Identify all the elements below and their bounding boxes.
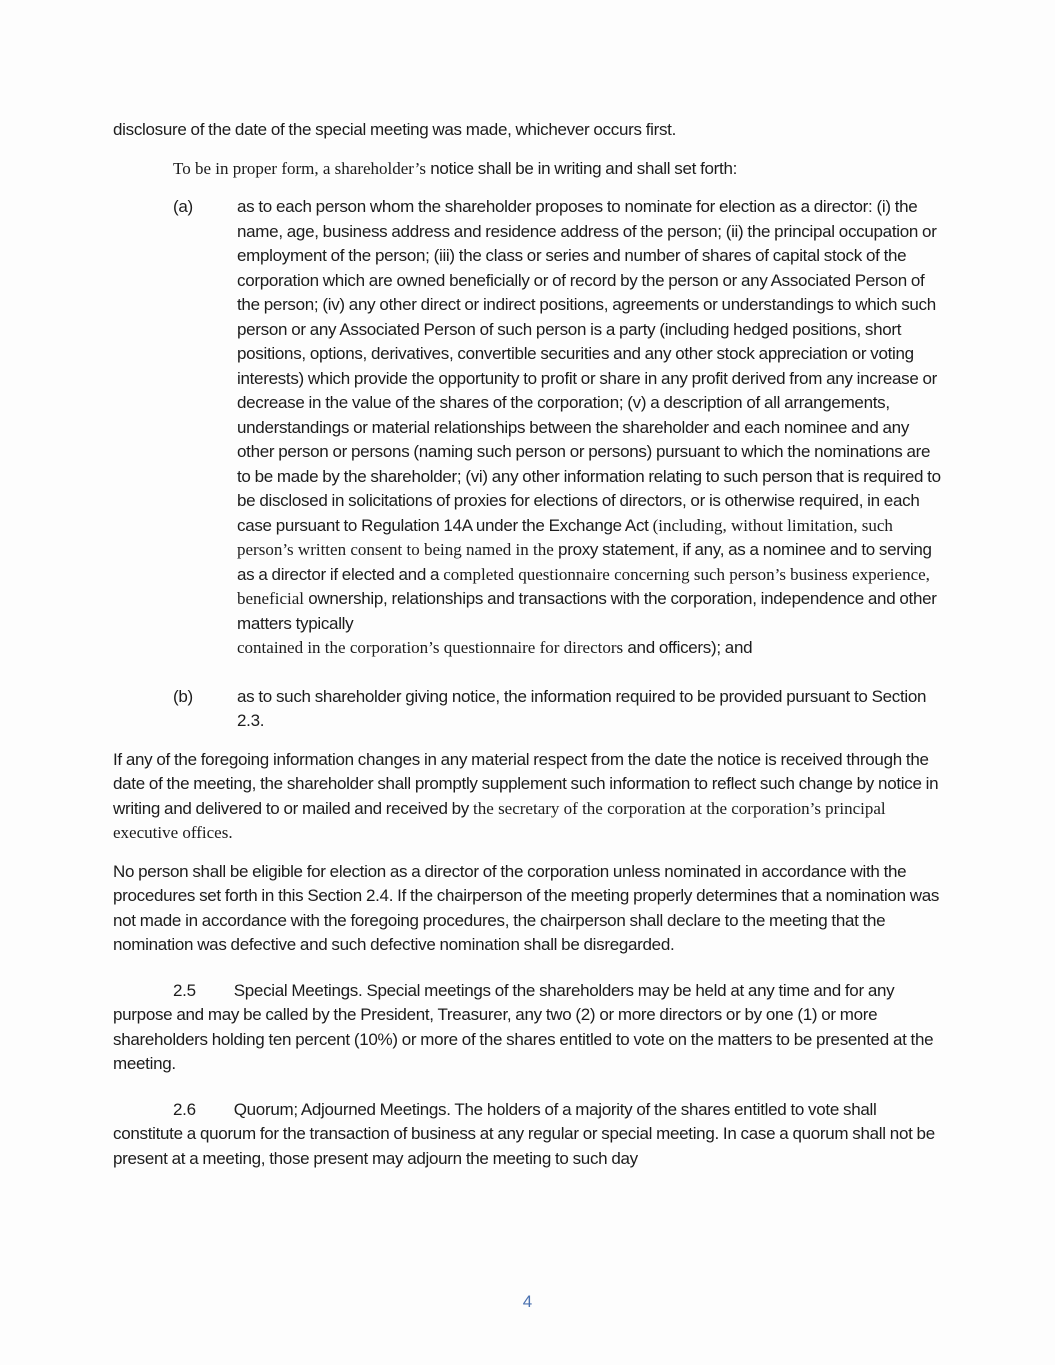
paragraph-proper-form [113, 157, 945, 182]
supplement-serif-segment: the secretary of the corporation at the corporation’s principal executive offices. [113, 798, 886, 842]
item-a-segment-4-serif: completed questionnaire concerning such person’s business experience, beneficial [237, 564, 930, 608]
item-a-segment-1: as to each person whom the shareholder proposes to nominate for election as a director: (i) the name, age, business address and residence address of the person; (ii) the principal occupation or employment of the person; (iii) the class or series and number of shares of capital stock of the corporation which are owned beneficially or of record by the person or any Associated Person of the person; (iv) any other direct or indirect positions, agreements or understandings to which such person or any Associated Person of such person is a party (including hedged positions, short positions, options, derivatives, convertible securities and any other stock appreciation or voting interests) which provide the opportunity to profit or share in any profit derived from any increase or decrease in the value of the shares of the corporation; (v) a description of all arrangements, understandings or material relationships between the shareholder and each nominee and any other person or persons (naming such person or persons) pursuant to which the nominations are to be made by the shareholder; (vi) any other information relating to such person that is required to be disclosed in solicitations of proxies for elections of directors, or is otherwise required, in each case pursuant to Regulation 14A under the Exchange Act [237, 197, 941, 535]
list-text-b: as to such shareholder giving notice, the information required to be provided pursuant to Section 2.3. [237, 686, 927, 730]
paragraph-supplement-notice [113, 748, 945, 846]
item-a-segment-3: proxy statement, if any, as a nominee and to serving as a director if elected and a [237, 540, 932, 584]
item-a-segment-6-serif: contained in the corporation’s questionnaire for directors [237, 638, 628, 657]
page-number: 4 [522, 1292, 533, 1311]
list-label-b: (b) [173, 686, 193, 706]
section-2-6-number: 2.6 [173, 1099, 196, 1119]
paragraph-disclosure: disclosure of the date of the special meeting was made, whichever occurs first. [113, 120, 677, 139]
item-a-segment-5: ownership, relationships and transactions with the corporation, independence and other matters typically [237, 589, 937, 633]
section-2-5 [113, 979, 945, 1077]
section-2-5-number: 2.5 [173, 980, 196, 1000]
list-text-a [237, 195, 945, 661]
item-a-segment-7: and officers); and [627, 638, 753, 657]
proper-form-sans-segment: notice shall be in writing and shall set forth: [430, 158, 738, 178]
proper-form-serif-segment: To be in proper form, a shareholder’s [173, 158, 431, 178]
item-a-segment-2-serif: (including, without limitation, such person’s written consent to being named in the [237, 515, 893, 559]
page-footer [0, 1290, 1055, 1315]
list-item-b [173, 685, 945, 734]
section-2-6-text: Quorum; Adjourned Meetings. The holders of a majority of the shares entitled to vote shall constitute a quorum for the transaction of business at any regular or special meeting. In case a quorum shall not be present at a meeting, those present may adjourn the meeting to such day [113, 1099, 935, 1168]
section-2-5-text: Special Meetings. Special meetings of the shareholders may be held at any time and for any purpose and may be called by the President, Treasurer, any two (2) or more directors or by one (1) or more shareholders holding ten percent (10%) or more of the shares entitled to vote on the matters to be presented at the meeting. [113, 980, 934, 1073]
supplement-sans-segment: If any of the foregoing information changes in any material respect from the date the notice is received through the date of the meeting, the shareholder shall promptly supplement such information to reflect such change by notice in writing and delivered to or mailed and received by [113, 749, 939, 818]
list-label-a: (a) [173, 197, 193, 216]
list-item-a [173, 195, 945, 661]
paragraph-eligibility: No person shall be eligible for election as a director of the corporation unless nominated in accordance with the procedures set forth in this Section 2.4. If the chairperson of the meeting properly determines that a nomination was not made in accordance with the foregoing procedures, the chairperson shall declare to the meeting that the nomination was defective and such defective nomination shall be disregarded. [113, 861, 940, 954]
section-2-6 [113, 1098, 945, 1172]
